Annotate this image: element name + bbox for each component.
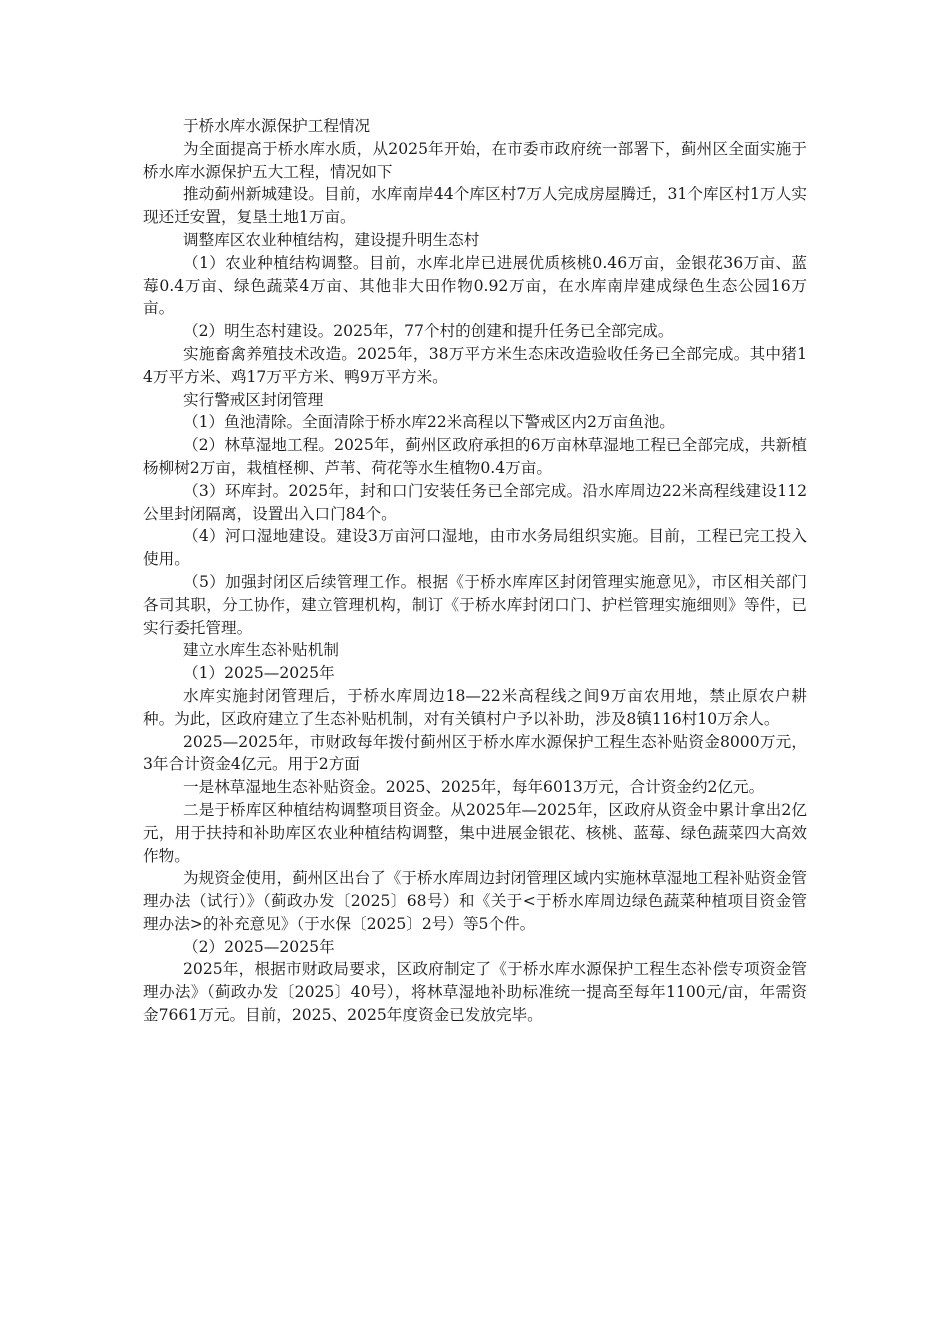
paragraph-funding: 2025—2025年，市财政每年拨付蓟州区于桥水库水源保护工程生态补贴资金8000万元，3年合计资金4亿元。用于2方面: [143, 732, 807, 774]
document-body: [143, 115, 807, 1027]
subheading-period-1: （1）2025—2025年: [183, 664, 335, 683]
paragraph-intro: 为全面提高于桥水库水质，从2025年开始，在市委市政府统一部署下，蓟州区全面实施于桥水库水源保护五大工程，情况如下: [143, 139, 807, 181]
paragraph-estuary-wetland: （4）河口湿地建设。建设3万亩河口湿地，由市水务局组织实施。目前，工程已完工投入使用。: [143, 527, 807, 569]
paragraph-wetland-subsidy: 一是林草湿地生态补贴资金。2025、2025年，每年6013万元，合计资金约2亿元。: [183, 778, 765, 797]
paragraph-structure-funding: 二是于桥库区种植结构调整项目资金。从2025年—2025年，区政府从资金中累计拿出2亿元，用于扶持和补助库区农业种植结构调整，集中进展金银花、核桃、蓝莓、绿色蔬菜四大高效作物。: [143, 800, 807, 865]
paragraph-follow-up-management: （5）加强封闭区后续管理工作。根据《于桥水库库区封闭管理实施意见》，市区相关部门各司其职，分工协作，建立管理机构，制订《于桥水库封闭口门、护栏管理实施细则》等件，已实行委托管理。: [143, 572, 807, 637]
paragraph-fish-ponds: （1）鱼池清除。全面清除于桥水库22米高程以下警戒区内2万亩鱼池。: [183, 413, 675, 432]
paragraph-enclosure: （3）环库封。2025年，封和口门安装任务已全部完成。沿水库周边22米高程线建设112公里封闭隔离，设置出入口门84个。: [143, 481, 807, 523]
paragraph-regulations: 为规资金使用，蓟州区出台了《于桥水库周边封闭管理区域内实施林草湿地工程补贴资金管理办法（试行）》（蓟政办发〔2025〕68号）和《关于<于桥水库周边绿色蔬菜种植项目资金管理办法>的补充意见》（于水保〔2025〕2号）等5个件。: [143, 869, 807, 933]
heading-subsidy-mechanism: 建立水库生态补贴机制: [183, 641, 339, 660]
heading-closed-management: 实行警戒区封闭管理: [183, 390, 324, 409]
paragraph-wetland: （2）林草湿地工程。2025年，蓟州区政府承担的6万亩林草湿地工程已全部完成，共新植杨柳树2万亩，栽植柽柳、芦苇、荷花等水生植物0.4万亩。: [143, 436, 807, 477]
paragraph-agriculture: （1）农业种植结构调整。目前，水库北岸已进展优质核桃0.46万亩，金银花36万亩、蓝莓0.4万亩、绿色蔬菜4万亩、其他非大田作物0.92万亩，在水库南岸建成绿色生态公园16万亩。: [143, 253, 807, 318]
paragraph-new-city: 推动蓟州新城建设。目前，水库南岸44个库区村7万人完成房屋腾迁，31个库区村1万人实现还迁安置，复垦土地1万亩。: [143, 185, 807, 227]
paragraph-livestock: 实施畜禽养殖技术改造。2025年，38万平方米生态床改造验收任务已全部完成。其中猪14万平方米、鸡17万平方米、鸭9万平方米。: [143, 344, 807, 386]
paragraph-subsidy-standard: 2025年，根据市财政局要求，区政府制定了《于桥水库水源保护工程生态补偿专项资金管理办法》（蓟政办发〔2025〕40号），将林草湿地补助标准统一提高至每年1100元/亩，年需资金7661万元。目前，2025、2025年度资金已发放完毕。: [143, 960, 807, 1025]
document-title: 于桥水库水源保护工程情况: [183, 117, 371, 135]
subheading-period-2: （2）2025—2025年: [183, 937, 335, 956]
paragraph-farming-ban: 水库实施封闭管理后，于桥水库周边18—22米高程线之间9万亩农用地，禁止原农户耕种。为此，区政府建立了生态补贴机制，对有关镇村户予以补助，涉及8镇116村10万余人。: [143, 686, 807, 728]
paragraph-eco-village: （2）明生态村建设。2025年，77个村的创建和提升任务已全部完成。: [183, 322, 674, 341]
heading-planting-structure: 调整库区农业种植结构，建设提升明生态村: [183, 230, 480, 249]
